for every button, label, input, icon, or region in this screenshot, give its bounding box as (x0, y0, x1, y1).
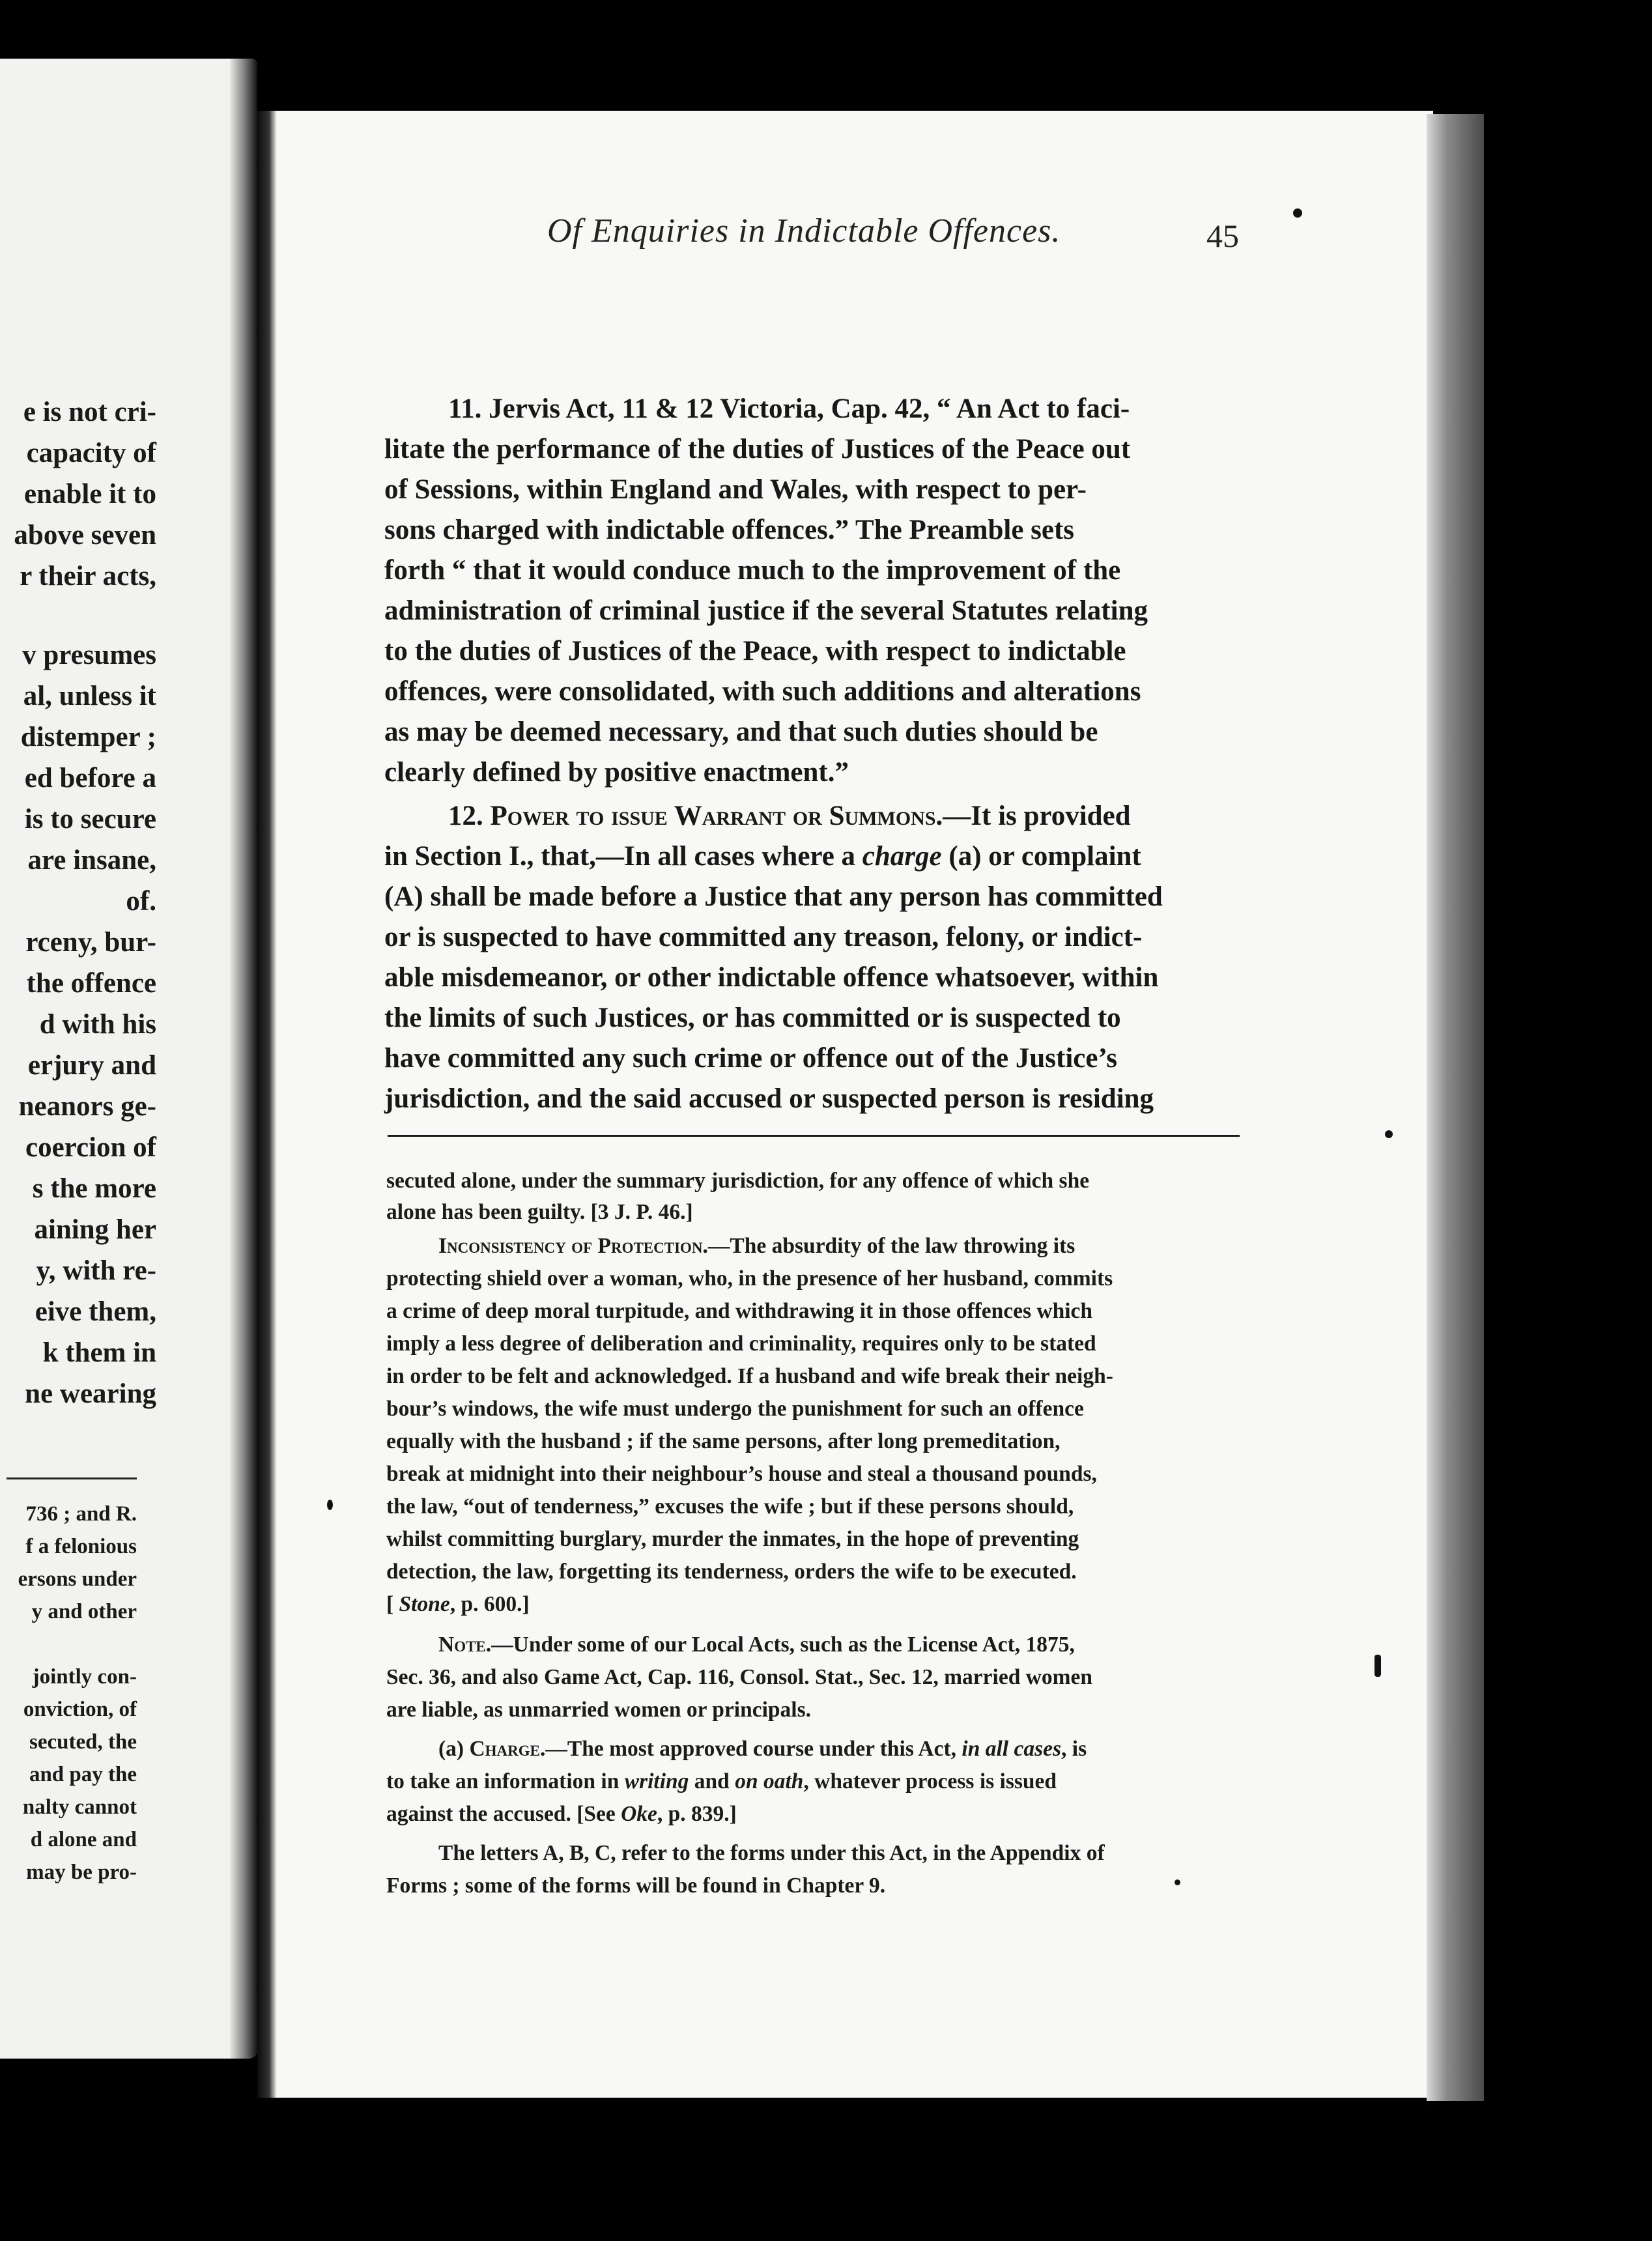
left-body-line: distemper ; (20, 722, 156, 752)
footnote-line: Forms ; some of the forms will be found in Chapter 9. (386, 1874, 886, 1898)
left-body-line: enable it to (23, 479, 156, 509)
citation-author: Stone (399, 1592, 450, 1616)
footnote-text: —Under some of our Local Acts, such as the License Act, 1875, (491, 1633, 1075, 1657)
footnote-line (438, 1630, 1075, 1659)
left-footnote-line: 736 ; and R. (25, 1502, 137, 1526)
paragraph-text: in Section I., that,—In all cases where a (384, 841, 862, 872)
scan-speck (1385, 1130, 1393, 1138)
left-body-line: ed before a (24, 763, 156, 793)
paragraph-11-line: forth “ that it would conduce much to the improvement of the (384, 555, 1121, 586)
footnote-line: Sec. 36, and also Game Act, Cap. 116, Consol. Stat., Sec. 12, married women (386, 1665, 1093, 1689)
citation-author: Oke (621, 1802, 657, 1826)
left-footnote-line: secuted, the (29, 1730, 137, 1754)
scan-speck (1374, 1655, 1381, 1677)
footnote-text: —The absurdity of the law throwing its (707, 1234, 1075, 1258)
paragraph-11-line: as may be deemed necessary, and that such duties should be (384, 717, 1098, 747)
footnote-heading: Inconsistency of Protection. (438, 1234, 708, 1258)
left-body-line: v presumes (22, 640, 156, 670)
left-body-line: rceny, bur- (25, 927, 156, 958)
footnote-heading: Note. (438, 1633, 492, 1657)
footnote-line (438, 1231, 1075, 1261)
footnote-line: bour’s windows, the wife must undergo the punishment for such an offence (386, 1397, 1084, 1421)
footnote-text: and (689, 1769, 735, 1793)
italic-term: in all cases (961, 1737, 1062, 1761)
paragraph-12-line: the limits of such Justices, or has committed or is suspected to (384, 1003, 1121, 1033)
page-edges (1427, 114, 1484, 2101)
footnote-text: —The most approved course under this Act, (545, 1737, 962, 1761)
footnote-line: break at midnight into their neighbour’s house and steal a thousand pounds, (386, 1462, 1097, 1486)
citation: [ (386, 1592, 399, 1616)
footnote-heading: Charge. (469, 1737, 546, 1761)
left-body-line: the offence (26, 968, 156, 999)
footnote-line: the law, “out of tenderness,” excuses the wife ; but if these persons should, (386, 1494, 1074, 1519)
footnote-text: against the accused. [See (386, 1802, 621, 1826)
left-body-line: coercion of (25, 1132, 156, 1163)
paragraph-12-line: or is suspected to have committed any treason, felony, or indict- (384, 922, 1143, 952)
footnote-line: a crime of deep moral turpitude, and withdrawing it in those offences which (386, 1299, 1093, 1323)
left-body-line: s the more (32, 1173, 156, 1204)
left-footnote-line: ersons under (18, 1567, 137, 1591)
footnote-line: protecting shield over a woman, who, in the presence of her husband, commits (386, 1266, 1113, 1291)
footnote-line: equally with the husband ; if the same persons, after long premeditation, (386, 1429, 1061, 1453)
left-footnote-rule (7, 1477, 137, 1479)
footnote-rule (388, 1135, 1240, 1137)
book-spine-shadow (257, 111, 277, 2098)
scan-speck (327, 1500, 333, 1510)
running-head: Of Enquiries in Indictable Offences. (547, 212, 1061, 250)
footnote-line (386, 1590, 530, 1619)
footnote-line: detection, the law, forgetting its tenderness, orders the wife to be executed. (386, 1560, 1077, 1584)
left-body-line: y, with re- (36, 1255, 156, 1286)
footnote-text: , whatever process is issued (803, 1769, 1057, 1793)
left-body-line: above seven (14, 520, 156, 550)
left-body-line: erjury and (27, 1050, 156, 1081)
paragraph-12-line: able misdemeanor, or other indictable offence whatsoever, within (384, 962, 1159, 993)
paragraph-11-line: administration of criminal justice if the several Statutes relating (384, 595, 1148, 626)
paragraph-11-line: clearly defined by positive enactment.” (384, 757, 849, 788)
footnote-line: imply a less degree of deliberation and criminality, requires only to be stated (386, 1332, 1096, 1356)
left-body-line: are insane, (27, 845, 156, 876)
paragraph-12-line: jurisdiction, and the said accused or suspected person is residing (384, 1083, 1154, 1114)
left-footnote-line: onviction, of (23, 1698, 137, 1721)
footnote-line: are liable, as unmarried women or principals. (386, 1698, 812, 1722)
scan-speck (1175, 1879, 1180, 1885)
paragraph-12-line (384, 838, 1141, 875)
previous-page-fragment (0, 59, 257, 2059)
footnote-line (438, 1734, 1087, 1763)
left-footnote-line: may be pro- (26, 1861, 137, 1884)
left-body-line: aining her (34, 1214, 156, 1245)
paragraph-11-line: to the duties of Justices of the Peace, with respect to indictable (384, 636, 1126, 666)
paragraph-11-line: litate the performance of the duties of Justices of the Peace out (384, 434, 1131, 464)
left-body-line: e is not cri- (23, 397, 156, 427)
left-footnote-line: jointly con- (32, 1665, 137, 1689)
left-body-line: d with his (39, 1009, 156, 1040)
paragraph-number: 12. (448, 801, 483, 831)
left-footnote-line: d alone and (30, 1828, 137, 1851)
left-body-line: k them in (42, 1337, 156, 1368)
left-footnote-line: y and other (31, 1600, 137, 1623)
left-body-line: al, unless it (23, 681, 156, 711)
footnote-line: alone has been guilty. [3 J. P. 46.] (386, 1200, 693, 1224)
left-footnote-line: nalty cannot (22, 1795, 137, 1819)
paragraph-11-line: offences, were consolidated, with such additions and alterations (384, 676, 1141, 707)
footnote-line (386, 1799, 737, 1829)
left-body-line: is to secure (24, 804, 156, 835)
paragraph-text: —It is provided (943, 801, 1131, 831)
paragraph-12-line: have committed any such crime or offence out of the Justice’s (384, 1043, 1117, 1074)
footnote-label: (a) (438, 1737, 470, 1761)
italic-term: charge (862, 841, 942, 872)
left-body-line: neanors ge- (18, 1091, 156, 1122)
footnote-text: to take an information in (386, 1769, 625, 1793)
paragraph-12-line: (A) shall be made before a Justice that any person has committed (384, 881, 1163, 912)
paragraph-11-line: of Sessions, within England and Wales, with respect to per- (384, 474, 1087, 505)
italic-term: on oath (735, 1769, 804, 1793)
left-body-line: of. (126, 886, 156, 917)
paragraph-12-line (448, 798, 1131, 835)
paragraph-11-line: 11. Jervis Act, 11 & 12 Victoria, Cap. 42, “ An Act to faci- (448, 393, 1130, 424)
footnote-line: whilst committing burglary, murder the inmates, in the hope of preventing (386, 1527, 1079, 1551)
left-footnote-line: f a felonious (25, 1535, 137, 1558)
footnote-line: secuted alone, under the summary jurisdiction, for any offence of which she (386, 1169, 1090, 1193)
left-body-line: ne wearing (25, 1378, 156, 1409)
left-footnote-line: and pay the (29, 1763, 137, 1786)
paragraph-text: (a) or complaint (941, 841, 1141, 872)
paragraph-11-line: sons charged with indictable offences.” The Preamble sets (384, 515, 1075, 545)
footnote-line (386, 1767, 1057, 1796)
citation: , p. 600.] (449, 1592, 530, 1616)
italic-term: writing (624, 1769, 689, 1793)
footnote-text: , is (1061, 1737, 1087, 1761)
page-gutter-shadow (230, 59, 257, 2059)
section-heading: Power to issue Warrant or Summons. (490, 801, 943, 831)
scan-speck (1293, 208, 1302, 218)
footnote-line: in order to be felt and acknowledged. If a husband and wife break their neigh- (386, 1364, 1113, 1388)
footnote-line: The letters A, B, C, refer to the forms under this Act, in the Appendix of (438, 1841, 1105, 1865)
left-body-line: r their acts, (20, 561, 156, 592)
left-body-line: capacity of (26, 438, 156, 468)
page-number: 45 (1206, 218, 1239, 254)
left-body-line: eive them, (35, 1296, 156, 1327)
footnote-text: , p. 839.] (657, 1802, 737, 1826)
